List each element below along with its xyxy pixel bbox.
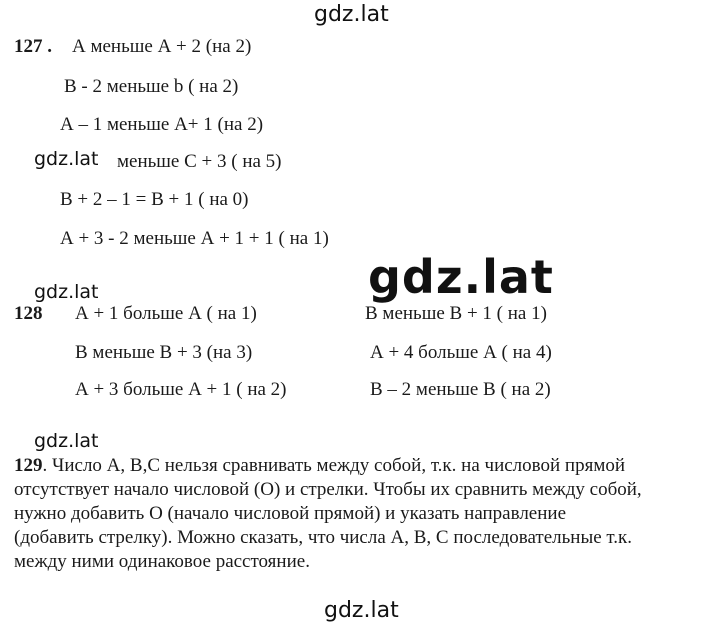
problem-129-line-5: между ними одинаковое расстояние.	[14, 551, 310, 572]
watermark-left-128: gdz.lat	[34, 281, 99, 303]
watermark-mid-left: gdz.lat	[34, 148, 99, 170]
problem-129-line-1	[14, 454, 714, 478]
problem-129-line-4: (добавить стрелку). Можно сказать, что числа А, В, С последовательные т.к.	[14, 527, 633, 548]
problem-128-right-3: В – 2 меньше В ( на 2)	[370, 379, 551, 400]
problem-129-text-1: . Число А, В,С нельзя сравнивать между собой, т.к. на числовой прямой	[42, 455, 626, 476]
problem-127-line-5: В + 2 – 1 = В + 1 ( на 0)	[60, 189, 249, 210]
watermark-large-center: gdz.lat	[368, 250, 554, 304]
problem-127-line-6: А + 3 - 2 меньше А + 1 + 1 ( на 1)	[60, 228, 329, 249]
problem-129-paragraph	[14, 454, 714, 574]
watermark-top: gdz.lat	[314, 2, 389, 27]
problem-127-line-1: А меньше А + 2 (на 2)	[72, 36, 252, 57]
problem-128-number: 128	[14, 303, 43, 324]
watermark-left-129: gdz.lat	[34, 430, 99, 452]
problem-129-line-3: нужно добавить О (начало числовой прямой) и указать направление	[14, 503, 567, 524]
problem-128-left-3: А + 3 больше А + 1 ( на 2)	[75, 379, 287, 400]
watermark-bottom: gdz.lat	[324, 598, 399, 623]
problem-128-right-1: В меньше В + 1 ( на 1)	[365, 303, 547, 324]
problem-129-line-2: отсутствует начало числовой (О) и стрелки. Чтобы их сравнить между собой,	[14, 479, 642, 500]
problem-127-number: 127 .	[14, 36, 52, 57]
problem-127-line-3: А – 1 меньше А+ 1 (на 2)	[60, 114, 264, 135]
problem-128-left-2: В меньше В + 3 (на 3)	[75, 342, 253, 363]
problem-128-left-1: А + 1 больше А ( на 1)	[75, 303, 257, 324]
problem-128-right-2: А + 4 больше А ( на 4)	[370, 342, 552, 363]
problem-127-line-4: меньше С + 3 ( на 5)	[117, 151, 282, 172]
problem-127-line-2: B - 2 меньше b ( на 2)	[64, 76, 239, 97]
problem-129-number: 129	[14, 455, 43, 476]
